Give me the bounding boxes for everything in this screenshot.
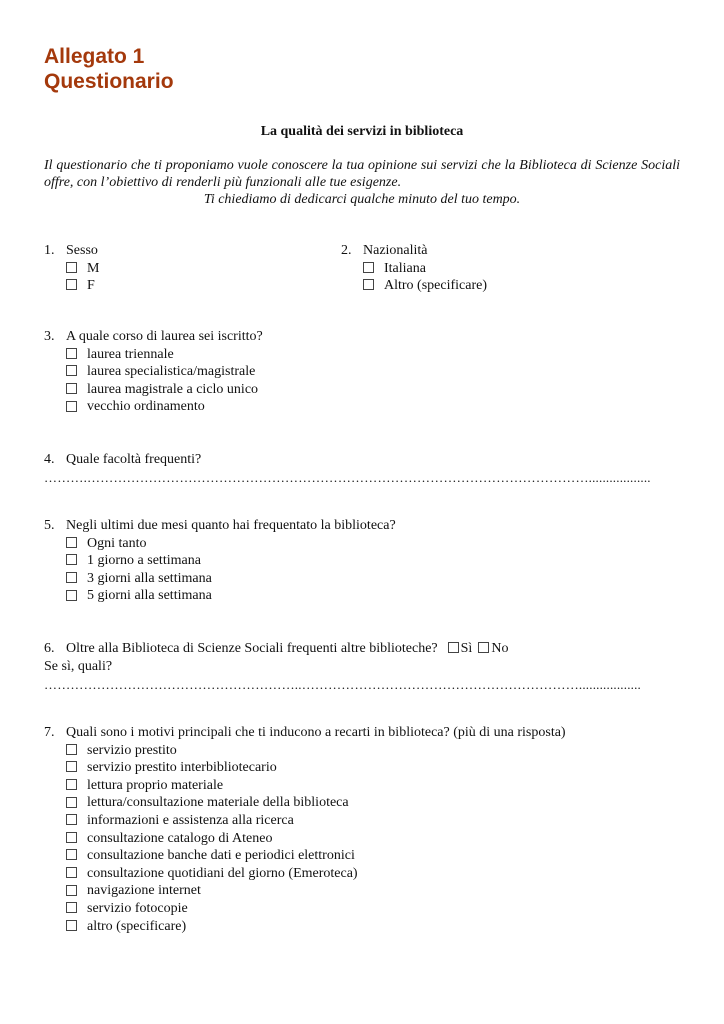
question-6	[44, 640, 508, 675]
title-line-2: Questionario	[44, 70, 174, 93]
option-label: F	[87, 278, 95, 294]
option-label: M	[87, 260, 100, 276]
checkbox[interactable]	[66, 761, 77, 772]
question-number: 3.	[44, 329, 55, 344]
option-label: laurea triennale	[87, 346, 174, 362]
option-label: Ogni tanto	[87, 535, 147, 551]
question-text: A quale corso di laurea sei iscritto?	[66, 329, 263, 344]
option-label: lettura/consultazione materiale della biblioteca	[87, 795, 349, 811]
option-item[interactable]	[44, 830, 566, 848]
option-item[interactable]	[44, 587, 396, 605]
checkbox[interactable]	[66, 262, 77, 273]
question-text: Sesso	[66, 243, 98, 258]
title-line-1: Allegato 1	[44, 45, 145, 68]
checkbox[interactable]	[66, 365, 77, 376]
option-label: Altro (specificare)	[384, 278, 487, 294]
checkbox[interactable]	[66, 849, 77, 860]
option-item[interactable]	[44, 812, 566, 830]
checkbox[interactable]	[66, 797, 77, 808]
checkbox[interactable]	[66, 590, 77, 601]
option-label: altro (specificare)	[87, 918, 187, 934]
option-label: consultazione quotidiani del giorno (Emeroteca)	[87, 865, 358, 881]
document-title	[44, 44, 174, 94]
question-5	[44, 517, 396, 605]
checkbox[interactable]	[66, 554, 77, 565]
option-label: consultazione banche dati e periodici elettronici	[87, 848, 355, 864]
checkbox[interactable]	[66, 537, 77, 548]
checkbox[interactable]	[66, 920, 77, 931]
option-label: laurea specialistica/magistrale	[87, 364, 256, 380]
checkbox[interactable]	[66, 279, 77, 290]
checkbox[interactable]	[66, 832, 77, 843]
option-item[interactable]	[44, 363, 263, 381]
question-text: Quali sono i motivi principali che ti inducono a recarti in biblioteca? (più di una risposta)	[66, 725, 566, 740]
option-item[interactable]	[44, 570, 396, 588]
followup-text: Se sì, quali?	[44, 658, 113, 674]
checkbox[interactable]	[66, 348, 77, 359]
question-3	[44, 328, 263, 416]
option-item[interactable]	[44, 381, 263, 399]
question-1	[44, 242, 99, 295]
question-number: 2.	[341, 243, 352, 258]
option-label: servizio fotocopie	[87, 900, 188, 916]
question-4	[44, 451, 201, 469]
question-number: 5.	[44, 518, 55, 533]
question-text: Quale facoltà frequenti?	[66, 452, 202, 467]
option-italiana[interactable]	[341, 260, 487, 278]
option-label: 3 giorni alla settimana	[87, 570, 212, 586]
intro-paragraph	[44, 157, 680, 208]
option-label: lettura proprio materiale	[87, 777, 224, 793]
yes-label: Sì	[460, 641, 473, 656]
option-item[interactable]	[44, 742, 566, 760]
question-number: 4.	[44, 452, 55, 467]
question-number: 7.	[44, 725, 55, 740]
option-item[interactable]	[44, 777, 566, 795]
question-number: 1.	[44, 243, 55, 258]
option-label: informazioni e assistenza alla ricerca	[87, 812, 294, 828]
option-item[interactable]	[44, 794, 566, 812]
checkbox[interactable]	[66, 401, 77, 412]
checkbox[interactable]	[66, 572, 77, 583]
question-text: Oltre alla Biblioteca di Scienze Sociali frequenti altre biblioteche?	[66, 641, 438, 656]
option-label: Italiana	[384, 260, 426, 276]
checkbox-no[interactable]	[478, 642, 489, 653]
option-label: 5 giorni alla settimana	[87, 588, 212, 604]
question-text: Nazionalità	[363, 243, 428, 258]
checkbox-si[interactable]	[448, 642, 459, 653]
intro-closing: Ti chiediamo di dedicarci qualche minuto del tuo tempo.	[203, 192, 521, 207]
option-item[interactable]	[44, 552, 396, 570]
checkbox[interactable]	[363, 279, 374, 290]
question-7	[44, 724, 566, 935]
checkbox[interactable]	[66, 779, 77, 790]
option-item[interactable]	[44, 882, 566, 900]
intro-text: Il questionario che ti proponiamo vuole conoscere la tua opinione sui servizi che la Biblioteca di Scienze Sociali offre, con l’obiettivo di renderli più funzionali alle tue esigenze.	[44, 158, 680, 190]
option-item[interactable]	[44, 346, 263, 364]
option-m[interactable]	[44, 260, 99, 278]
checkbox[interactable]	[66, 902, 77, 913]
checkbox[interactable]	[66, 383, 77, 394]
option-f[interactable]	[44, 277, 99, 295]
option-label: navigazione internet	[87, 883, 201, 899]
answer-line-q6[interactable]: …………………………………………………..………………………………………………………..................	[44, 677, 641, 692]
option-item[interactable]	[44, 847, 566, 865]
checkbox[interactable]	[66, 867, 77, 878]
question-2	[341, 242, 487, 295]
question-text: Negli ultimi due mesi quanto hai frequentato la biblioteca?	[66, 518, 396, 533]
option-label: laurea magistrale a ciclo unico	[87, 381, 259, 397]
answer-line-q4[interactable]: ……….……………………………………………………………………………………………………..................	[44, 470, 651, 485]
option-altro[interactable]	[341, 277, 487, 295]
checkbox[interactable]	[363, 262, 374, 273]
option-label: 1 giorno a settimana	[87, 553, 201, 569]
option-item[interactable]	[44, 535, 396, 553]
option-label: consultazione catalogo di Ateneo	[87, 830, 273, 846]
option-item[interactable]	[44, 865, 566, 883]
option-label: servizio prestito	[87, 742, 177, 758]
option-label: servizio prestito interbibliotecario	[87, 760, 277, 776]
section-heading: La qualità dei servizi in biblioteca	[260, 124, 464, 139]
checkbox[interactable]	[66, 744, 77, 755]
checkbox[interactable]	[66, 814, 77, 825]
option-item[interactable]	[44, 398, 263, 416]
option-item[interactable]	[44, 759, 566, 777]
question-number: 6.	[44, 641, 55, 656]
option-item[interactable]	[44, 918, 566, 936]
option-item[interactable]	[44, 900, 566, 918]
checkbox[interactable]	[66, 885, 77, 896]
option-label: vecchio ordinamento	[87, 399, 205, 415]
no-label: No	[491, 641, 509, 656]
